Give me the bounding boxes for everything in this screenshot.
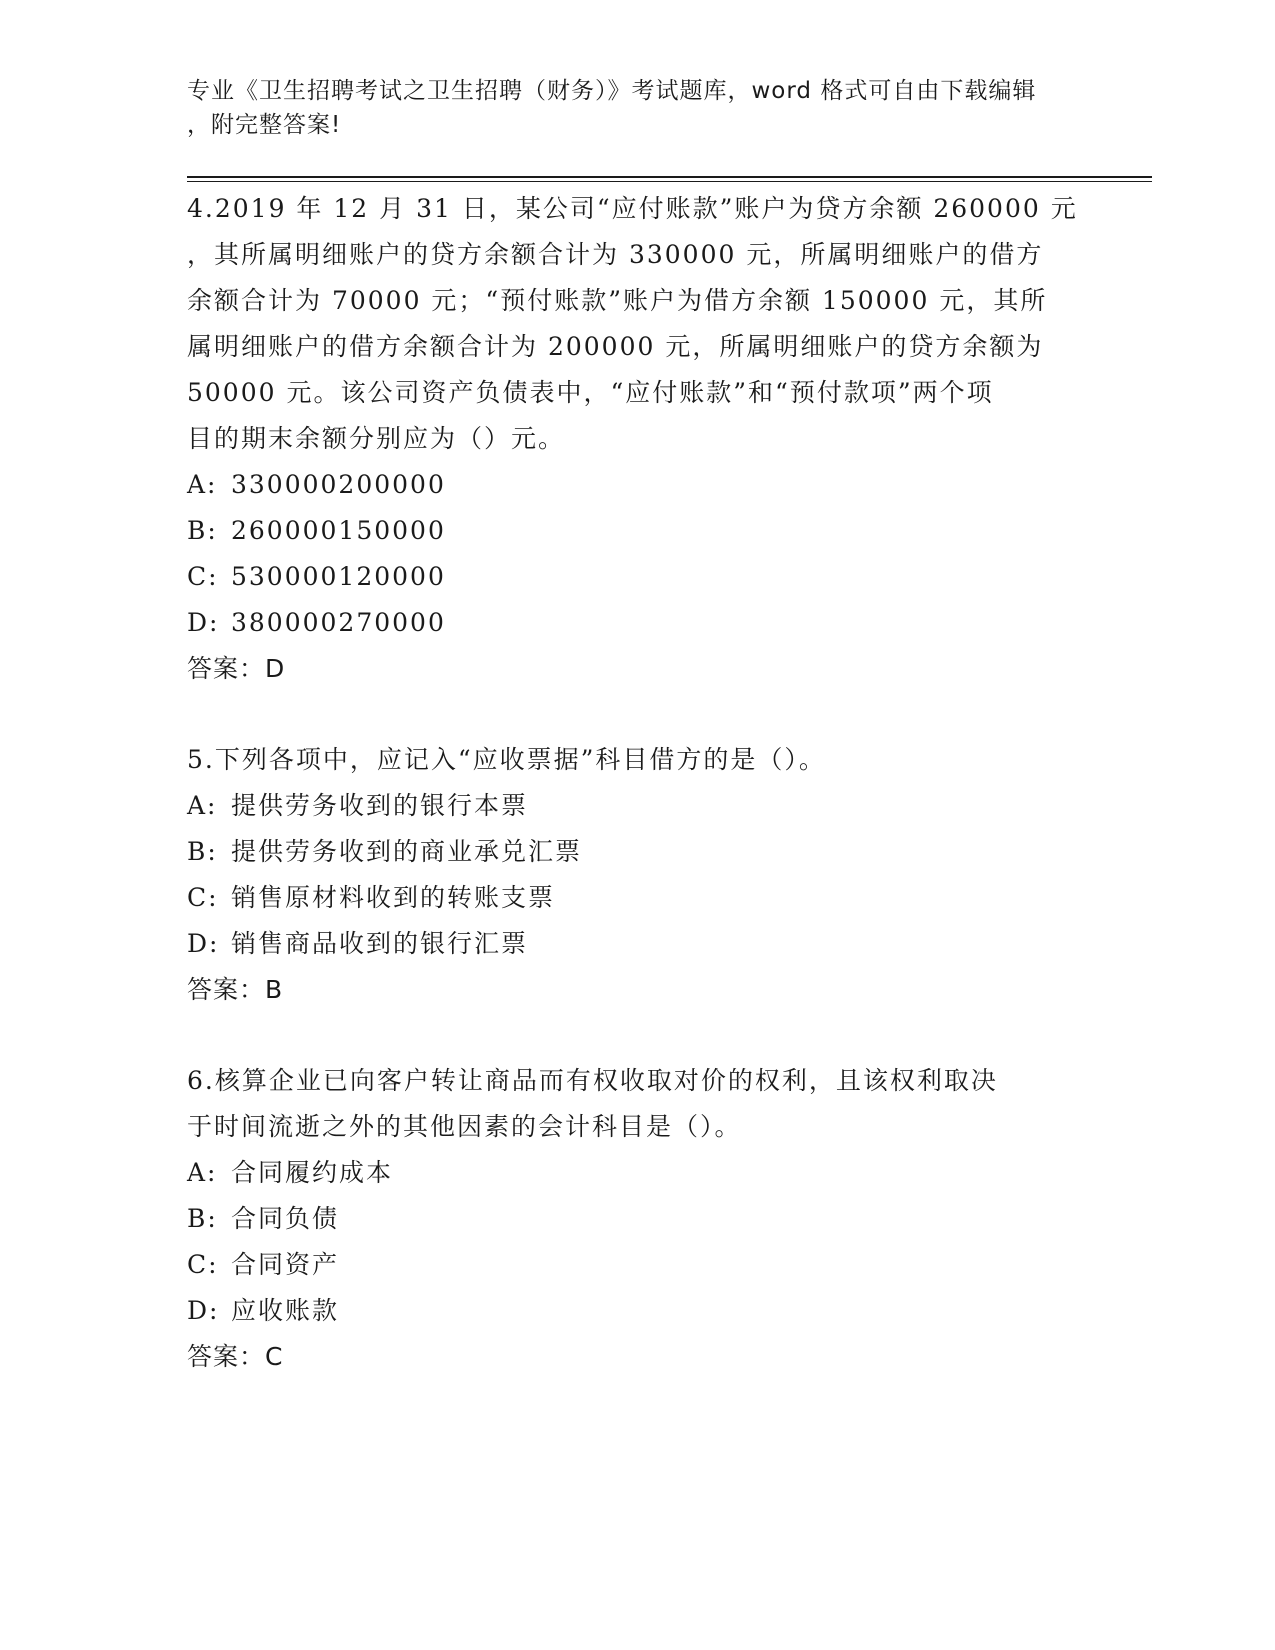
option-letter: A: <box>187 1158 218 1187</box>
option-letter: B: <box>187 516 218 545</box>
option-a <box>187 1150 1087 1196</box>
document-header <box>187 74 1067 142</box>
option-letter: C: <box>187 562 219 591</box>
question-5 <box>187 737 1087 1013</box>
answer-line: 答案：D <box>187 654 286 683</box>
question-stem-line: 于时间流逝之外的其他因素的会计科目是（）。 <box>187 1112 742 1141</box>
option-a <box>187 783 1087 829</box>
question-stem-line: 5.下列各项中，应记入“应收票据”科目借方的是（）。 <box>187 745 826 774</box>
option-text: 提供劳务收到的商业承兑汇票 <box>231 837 583 866</box>
option-d <box>187 600 1087 646</box>
option-text: 合同负债 <box>231 1204 340 1233</box>
option-c <box>187 875 1087 921</box>
question-stem-line: 50000 元。该公司资产负债表中，“应付账款”和“预付款项”两个项 <box>187 378 994 407</box>
option-c <box>187 1242 1087 1288</box>
option-b <box>187 508 1087 554</box>
option-b <box>187 1196 1087 1242</box>
option-text: 330000200000 <box>231 470 446 499</box>
option-d <box>187 921 1087 967</box>
option-text: 销售原材料收到的转账支票 <box>231 883 556 912</box>
option-letter: C: <box>187 883 219 912</box>
header-divider-thick <box>187 176 1152 178</box>
option-letter: D: <box>187 1296 220 1325</box>
header-line-1: 专业《卫生招聘考试之卫生招聘（财务）》考试题库，word 格式可自由下载编辑 <box>187 78 1037 104</box>
option-text: 合同履约成本 <box>231 1158 394 1187</box>
answer-line: 答案：C <box>187 1342 284 1371</box>
option-c <box>187 554 1087 600</box>
answer-line: 答案：B <box>187 975 284 1004</box>
question-6 <box>187 1058 1087 1380</box>
header-line-2: ，附完整答案! <box>187 112 342 138</box>
option-text: 提供劳务收到的银行本票 <box>231 791 529 820</box>
option-letter: A: <box>187 470 218 499</box>
question-4 <box>187 186 1087 692</box>
option-letter: A: <box>187 791 218 820</box>
question-stem-line: ，其所属明细账户的贷方余额合计为 330000 元，所属明细账户的借方 <box>187 240 1044 269</box>
question-stem-line: 6.核算企业已向客户转让商品而有权收取对价的权利，且该权利取决 <box>187 1066 998 1095</box>
option-text: 530000120000 <box>231 562 446 591</box>
question-stem-line: 余额合计为 70000 元；“预付账款”账户为借方余额 150000 元，其所 <box>187 286 1048 315</box>
option-a <box>187 462 1087 508</box>
option-d <box>187 1288 1087 1334</box>
option-letter: B: <box>187 837 218 866</box>
option-text: 380000270000 <box>231 608 446 637</box>
option-letter: C: <box>187 1250 219 1279</box>
question-stem-line: 目的期末余额分别应为（）元。 <box>187 424 566 453</box>
option-b <box>187 829 1087 875</box>
option-text: 应收账款 <box>231 1296 340 1325</box>
option-letter: B: <box>187 1204 218 1233</box>
question-stem-line: 4.2019 年 12 月 31 日，某公司“应付账款”账户为贷方余额 260000 元 <box>187 194 1078 223</box>
option-text: 合同资产 <box>231 1250 340 1279</box>
option-letter: D: <box>187 929 220 958</box>
option-text: 260000150000 <box>231 516 446 545</box>
header-divider-thin <box>187 181 1152 182</box>
option-text: 销售商品收到的银行汇票 <box>231 929 529 958</box>
option-letter: D: <box>187 608 220 637</box>
question-stem-line: 属明细账户的借方余额合计为 200000 元，所属明细账户的贷方余额为 <box>187 332 1044 361</box>
